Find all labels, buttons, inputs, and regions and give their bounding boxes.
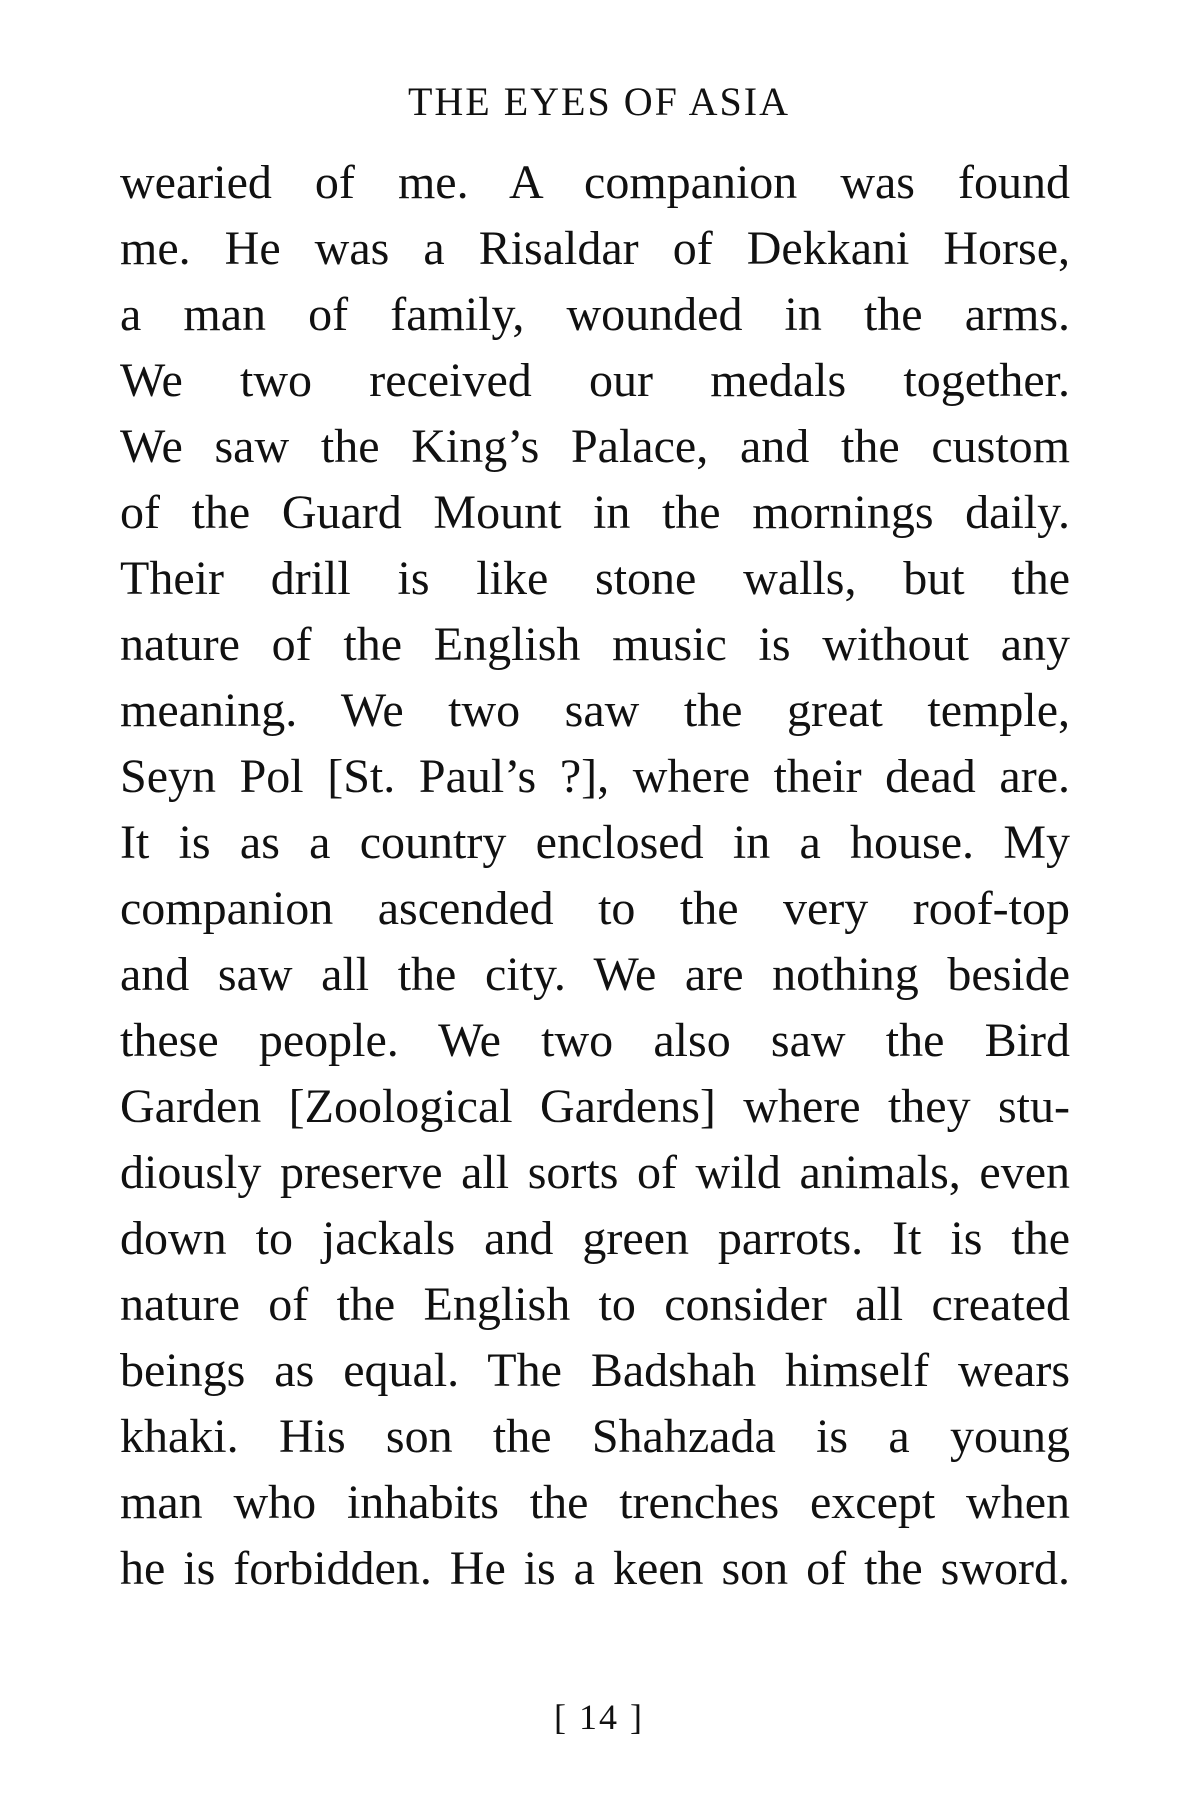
text-line: Garden [Zoological Gardens] where they stu-: [120, 1080, 1070, 1133]
page-number: [ 14 ]: [554, 1697, 644, 1737]
running-head: THE EYES OF ASIA: [407, 79, 791, 124]
text-line: We two received our medals together.: [120, 354, 1070, 407]
text-line: Their drill is like stone walls, but the: [120, 552, 1070, 605]
text-line: me. He was a Risaldar of Dekkani Horse,: [120, 222, 1070, 275]
text-line: companion ascended to the very roof-top: [120, 882, 1070, 935]
text-line: khaki. His son the Shahzada is a young: [120, 1410, 1070, 1463]
text-line: a man of family, wounded in the arms.: [120, 288, 1070, 341]
text-line: diously preserve all sorts of wild animals, even: [120, 1146, 1070, 1199]
text-line: We saw the King’s Palace, and the custom: [120, 420, 1070, 473]
text-line: Seyn Pol [St. Paul’s ?], where their dead are.: [120, 750, 1070, 803]
text-line: these people. We two also saw the Bird: [120, 1014, 1070, 1067]
text-line: meaning. We two saw the great temple,: [120, 684, 1070, 737]
text-line: down to jackals and green parrots. It is the: [120, 1212, 1070, 1265]
text-line: wearied of me. A companion was found: [120, 156, 1070, 209]
text-line: he is forbidden. He is a keen son of the sword.: [120, 1542, 1070, 1595]
text-line: beings as equal. The Badshah himself wears: [120, 1344, 1070, 1397]
text-line: man who inhabits the trenches except when: [120, 1476, 1070, 1529]
text-line: It is as a country enclosed in a house. My: [120, 816, 1070, 869]
body-text: [120, 150, 1070, 1602]
text-line: of the Guard Mount in the mornings daily.: [120, 486, 1070, 539]
text-line: nature of the English music is without any: [120, 618, 1070, 671]
text-line: nature of the English to consider all created: [120, 1278, 1070, 1331]
text-line: and saw all the city. We are nothing beside: [120, 948, 1070, 1001]
